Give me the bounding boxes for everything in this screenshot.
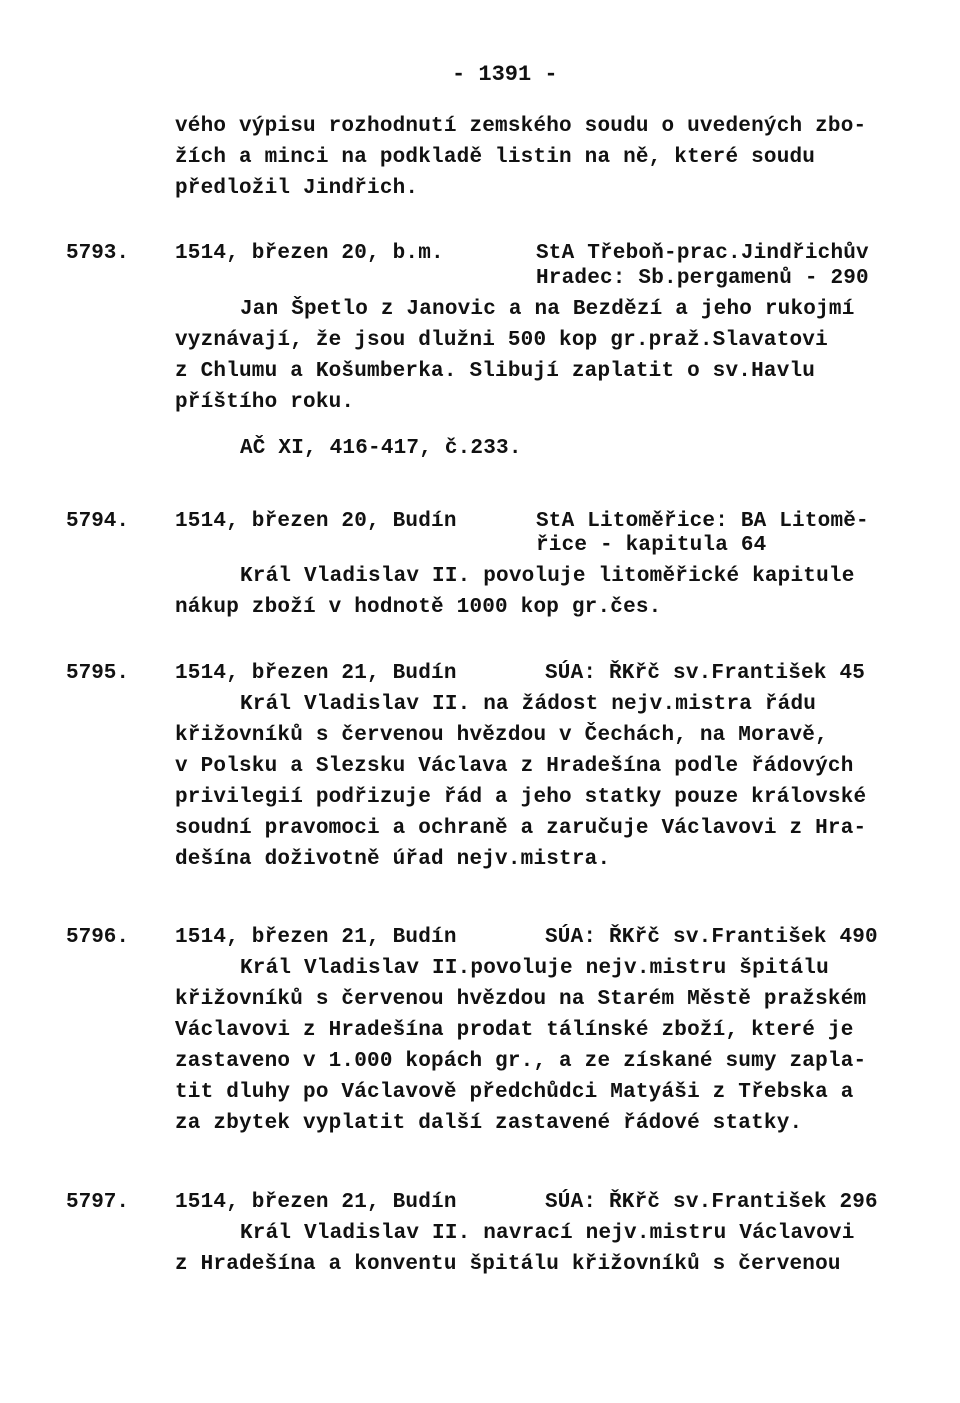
entry-source: StA Litoměřice: BA Litomě-: [536, 510, 869, 533]
entry-text: křižovníků s červenou hvězdou v Čechách, na Moravě,: [175, 724, 828, 747]
entry-text: dešína doživotně úřad nejv.mistra.: [175, 848, 611, 871]
intro-line: žích a minci na podkladě listin na ně, které soudu: [175, 146, 816, 169]
entry-number: 5794.: [66, 510, 130, 533]
entry-text: soudní pravomoci a ochraně a zaručuje Václavovi z Hra-: [175, 817, 867, 840]
entry-header: 1514, březen 20, Budín: [175, 510, 457, 533]
entry-number: 5797.: [66, 1191, 130, 1214]
entry-header: 1514, březen 20, b.m.: [175, 242, 444, 265]
entry-text: Král Vladislav II. navrací nejv.mistru Václavovi: [240, 1222, 855, 1245]
entry-text: z Chlumu a Košumberka. Slibují zaplatit o sv.Havlu: [175, 360, 816, 383]
page-number: - 1391 -: [452, 62, 558, 87]
entry-text: v Polsku a Slezsku Václava z Hradešína podle řádových: [175, 755, 854, 778]
entry-source: SÚA: ŘKřč sv.František 45: [545, 662, 866, 685]
entry-text: Král Vladislav II. na žádost nejv.mistra řádu: [240, 693, 817, 716]
entry-text: Král Vladislav II.povoluje nejv.mistru špitálu: [240, 957, 829, 980]
entry-text: privilegií podřizuje řád a jeho statky pouze královské: [175, 786, 867, 809]
intro-line: vého výpisu rozhodnutí zemského soudu o uvedených zbo-: [175, 115, 867, 138]
entry-source: SÚA: ŘKřč sv.František 490: [545, 926, 878, 949]
entry-text: za zbytek vyplatit další zastavené řádové statky.: [175, 1112, 803, 1135]
entry-header: 1514, březen 21, Budín: [175, 1191, 457, 1214]
intro-line: předložil Jindřich.: [175, 177, 419, 200]
entry-text: z Hradešína a konventu špitálu křižovníků s červenou: [175, 1253, 841, 1276]
entry-header: 1514, březen 21, Budín: [175, 662, 457, 685]
entry-source: StA Třeboň-prac.Jindřichův: [536, 242, 869, 265]
entry-source: řice - kapitula 64: [536, 534, 767, 557]
entry-text: zastaveno v 1.000 kopách gr., a ze získané sumy zapla-: [175, 1050, 867, 1073]
entry-reference: AČ XI, 416-417, č.233.: [240, 437, 522, 460]
entry-text: vyznávají, že jsou dlužni 500 kop gr.praž.Slavatovi: [175, 329, 828, 352]
entry-text: Král Vladislav II. povoluje litoměřické kapitule: [240, 565, 855, 588]
entry-text: tit dluhy po Václavově předchůdci Matyáši z Třebska a: [175, 1081, 854, 1104]
entry-source: SÚA: ŘKřč sv.František 296: [545, 1191, 878, 1214]
entry-number: 5796.: [66, 926, 130, 949]
entry-source: Hradec: Sb.pergamenů - 290: [536, 267, 869, 290]
entry-text: Jan Špetlo z Janovic a na Bezdězí a jeho rukojmí: [240, 298, 855, 321]
entry-text: nákup zboží v hodnotě 1000 kop gr.čes.: [175, 596, 662, 619]
entry-number: 5795.: [66, 662, 130, 685]
entry-text: příštího roku.: [175, 391, 355, 414]
entry-header: 1514, březen 21, Budín: [175, 926, 457, 949]
entry-text: Václavovi z Hradešína prodat tálínské zboží, které je: [175, 1019, 854, 1042]
entry-text: křižovníků s červenou hvězdou na Starém Městě pražském: [175, 988, 867, 1011]
entry-number: 5793.: [66, 242, 130, 265]
